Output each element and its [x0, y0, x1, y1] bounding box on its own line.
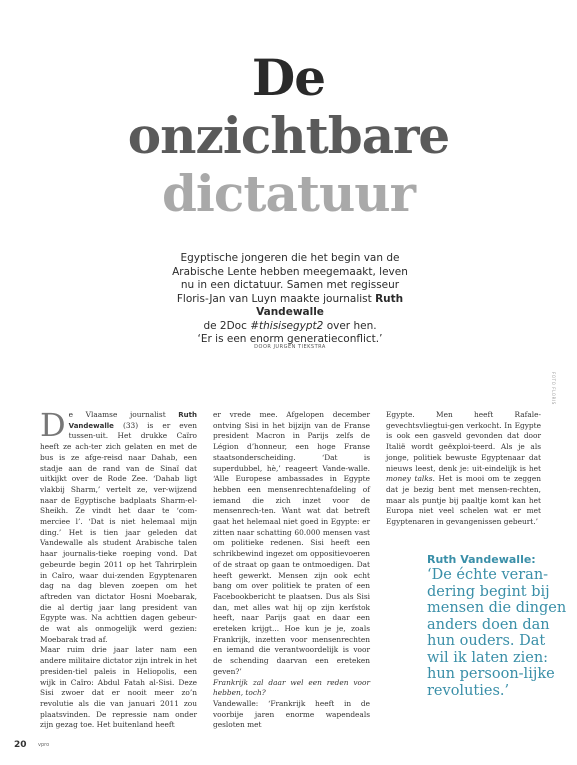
article-paragraph: [386, 410, 541, 528]
photo-credit: FOTO FLORIS: [551, 372, 556, 405]
intro-line: Floris-Jan van Luyn maakte journalist: [176, 292, 376, 305]
article-paragraph: Vandewalle: ‘Frankrijk heeft in de voorbije jaren enorme wapendeals gesloten met: [213, 698, 370, 730]
magazine-logo: vpro: [38, 742, 50, 748]
article-author-name: Ruth Vandewalle: [68, 411, 197, 430]
drop-cap: D: [40, 406, 66, 444]
article-paragraph: [40, 406, 197, 645]
intro-hashtag: #thisisegypt2: [250, 319, 324, 332]
article-text: (33) is er even tussen-uit. Het drukke Caïro heeft ze ach-ter zich gelaten en met de bus is ze afge-reisd naar Dahab, een stadje aan de rand van de Sinaï dat uitkijkt over de Rode Zee. ‘Dahab ligt vlakbij Sharm,’ vertelt ze, ver-wijzend naar de Egyptische badplaats Sharm-el-Sheikh. Ze vindt het daar te ‘com-merciee l’. ‘Dat is niet helemaal mijn ding.’ Het is tien jaar geleden dat Vandewalle als student Arabische talen haar journalis-tieke roeping vond. Dat gebeurde begin 2011 op het Tahrirplein in Caïro, waar dui-zenden Egyptenaren dag na dag bleven zoepen om het aftreden van dictator Hosni Moebarak, die al dertig jaar lang president van Egypte was. Na achttien dagen gebeur-de wat als onmogelijk werd gezien: Moebarak trad af.: [40, 420, 197, 644]
intro-line: nu in een dictatuur. Samen met regisseur: [180, 279, 400, 291]
pull-quote-text: ‘De échte veran-dering begint bij mensen die dingen anders doen dan hun ouders. Dat wil ik laten zien: hun persoon-lijke revoluties.’: [427, 567, 567, 699]
article-paragraph: er vrede mee. Afgelopen december ontving Sisi in het bijzijn van de Franse president Macron in Parijs zelfs de Légion d’honneur, een hoge Franse staatsonderscheiding. ‘Dat is superdubbel, hè,’ reageert Vande-walle. ‘Alle Europese ambassades in Egypte hebben een mensenrechtenafdeling of iemand die zich inzet voor de mensenrech-ten. Want wat dat betreft gaat het helemaal niet goed in Egypte: er zitten naar schatting 60.000 mensen vast om politieke redenen. Sisi heeft een schrikbewind ingezet om oppositievoeren of de straat op gaan te ontmoedigen. Dat heeft gewerkt. Mensen zijn ook echt bang om over politiek te praten of een Facebookbericht te plaatsen. Dus als Sisi dan, met alles wat hij op zijn kerfstok heeft, naar Parijs gaat en daar een ereteken krijgt... Hoe kun je je, zoals Frankrijk, inzetten voor mensenrechten en iemand die verantwoordelijk is voor de schending daarvan een ereteken geven?’: [213, 410, 370, 676]
intro-paragraph: [170, 252, 410, 347]
article-text: Egypte. Men heeft Rafale-gevechtsvliegtui-gen verkocht. In Egypte is ook een gasveld gevonden dat door Italië wordt geëxploi-teerd. Als je als jonge, politiek bewuste Egyptenaar dat nieuws leest, denk je: uit-eindelijk is het: [386, 410, 541, 473]
article-paragraph: Maar ruim drie jaar later nam een andere militaire dictator zijn intrek in het presiden-tiel paleis in Heliopolis, een wijk in Caïro: Abdul Fatah al-Sisi. Deze Sisi zwoer dat er nooit meer zo’n revolutie als die van januari 2011 zou plaatsvinden. De repressie nam onder zijn gezag toe. Het buitenland heeft: [40, 645, 197, 730]
headline-line-3: dictatuur: [161, 164, 416, 223]
article-column-1: [40, 406, 197, 731]
article-column-3: [386, 410, 541, 528]
headline-line-2: onzichtbare: [127, 106, 450, 165]
intro-line: de 2Doc: [203, 319, 251, 332]
intro-line: Egyptische jongeren die het begin van de: [180, 252, 400, 264]
intro-line: Arabische Lente hebben meegemaakt, leven: [172, 265, 408, 278]
pull-quote-name: Ruth Vandewalle:: [427, 553, 536, 566]
article-column-2: [213, 410, 370, 731]
intro-author-name: Ruth Vandewalle: [256, 292, 404, 318]
page-number: 20: [14, 740, 27, 750]
intro-quote: ‘Er is een enorm generatieconflict.’: [197, 333, 383, 345]
article-emphasis: money talks: [386, 474, 433, 484]
article-text: . Het is mooi om te zeggen dat je bezig bent met mensen-rechten, maar als puntje bij paaltje komt kan het Europa niet veel schelen wat er met Egyptenaren in gevangenissen gebeurt.’: [386, 474, 541, 527]
byline: DOOR JURGEN TIEKSTRA: [254, 344, 326, 350]
pull-quote: [427, 552, 567, 699]
article-text: e Vlaamse journalist: [68, 410, 179, 419]
intro-line: over hen.: [323, 319, 377, 332]
interview-question: Frankrijk zal daar wel een reden voor hebben, toch?: [213, 677, 370, 698]
headline-line-1: De: [251, 48, 326, 107]
